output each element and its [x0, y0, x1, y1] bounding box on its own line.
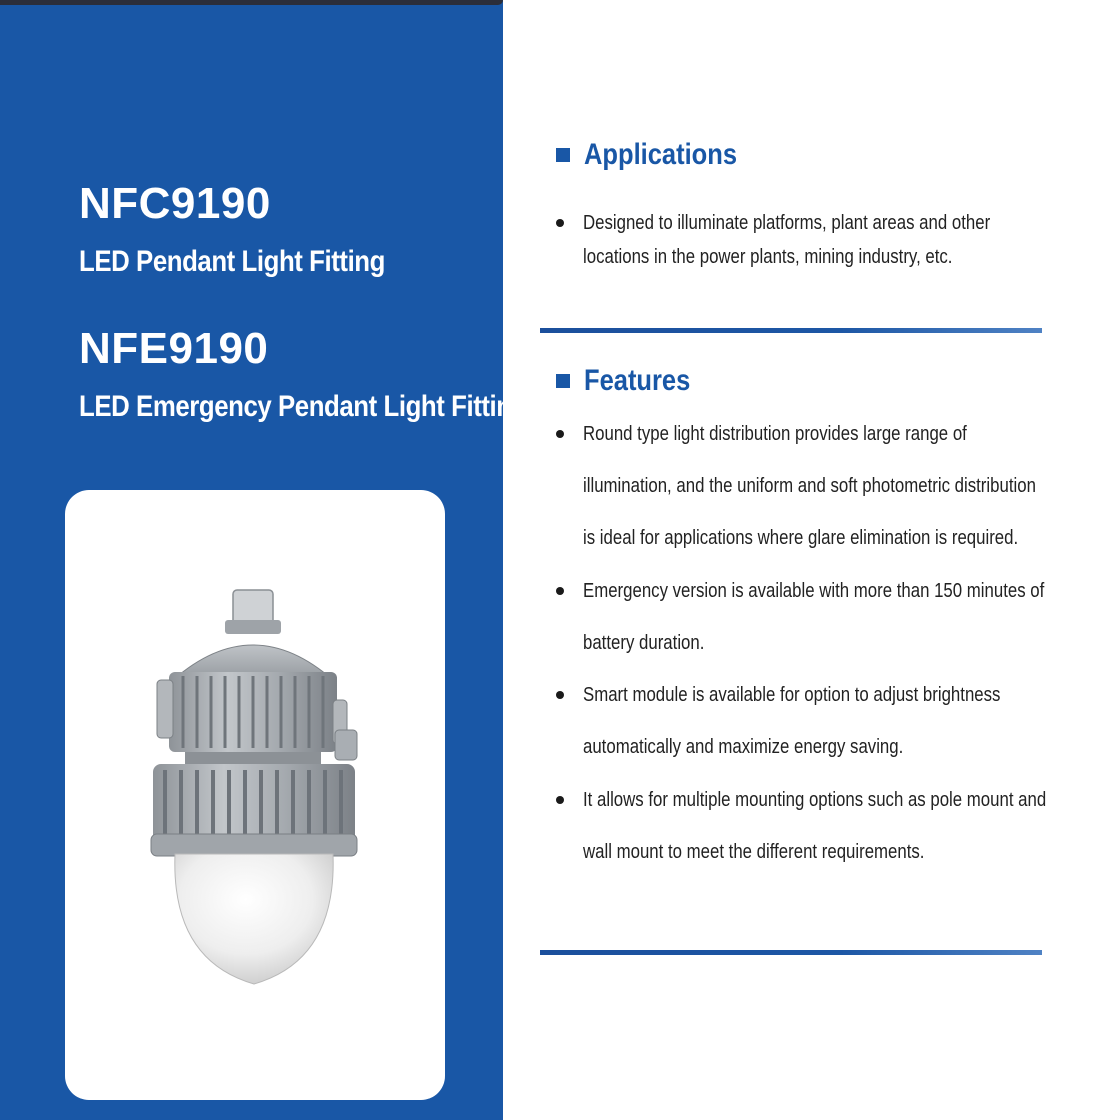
square-icon — [556, 374, 570, 388]
square-icon — [556, 148, 570, 162]
bullet-icon — [556, 691, 564, 699]
bullet-icon — [556, 430, 564, 438]
applications-heading — [556, 138, 764, 172]
application-line: locations in the power plants, mining industry, etc. — [583, 246, 953, 268]
application-line: Designed to illuminate platforms, plant areas and other — [583, 212, 991, 234]
bullet-icon — [556, 587, 564, 595]
feature-line: illumination, and the uniform and soft photometric distribution — [583, 475, 1036, 497]
features-title: Features — [584, 364, 691, 397]
feature-line: is ideal for applications where glare elimination is required. — [583, 527, 1019, 549]
feature-item — [583, 774, 1047, 878]
bullet-icon — [556, 219, 564, 227]
feature-line: Smart module is available for option to adjust brightness — [583, 684, 1001, 706]
feature-line: Emergency version is available with more than 150 minutes of — [583, 580, 1045, 602]
feature-item — [583, 565, 1045, 669]
product-photo-card — [65, 490, 445, 1100]
feature-line: wall mount to meet the different requirements. — [583, 841, 925, 863]
features-heading — [556, 364, 709, 398]
applications-title: Applications — [584, 138, 738, 171]
section-divider — [540, 328, 1042, 333]
feature-item — [583, 408, 1037, 564]
model-title-nfe9190: NFE9190 — [79, 324, 269, 373]
feature-item — [583, 669, 1037, 773]
bullet-icon — [556, 796, 564, 804]
application-item — [583, 206, 1037, 274]
feature-line: It allows for multiple mounting options such as pole mount and — [583, 789, 1047, 811]
model-subtitle-2: LED Emergency Pendant Light Fitting — [79, 390, 527, 423]
feature-line: battery duration. — [583, 632, 705, 654]
model-subtitle-1: LED Pendant Light Fitting — [79, 245, 385, 278]
pendant-light-image — [65, 490, 445, 1100]
model-title-nfc9190: NFC9190 — [79, 179, 271, 228]
feature-line: Round type light distribution provides large range of — [583, 423, 967, 445]
feature-line: automatically and maximize energy saving. — [583, 736, 904, 758]
top-strip — [0, 0, 503, 5]
section-divider — [540, 950, 1042, 955]
